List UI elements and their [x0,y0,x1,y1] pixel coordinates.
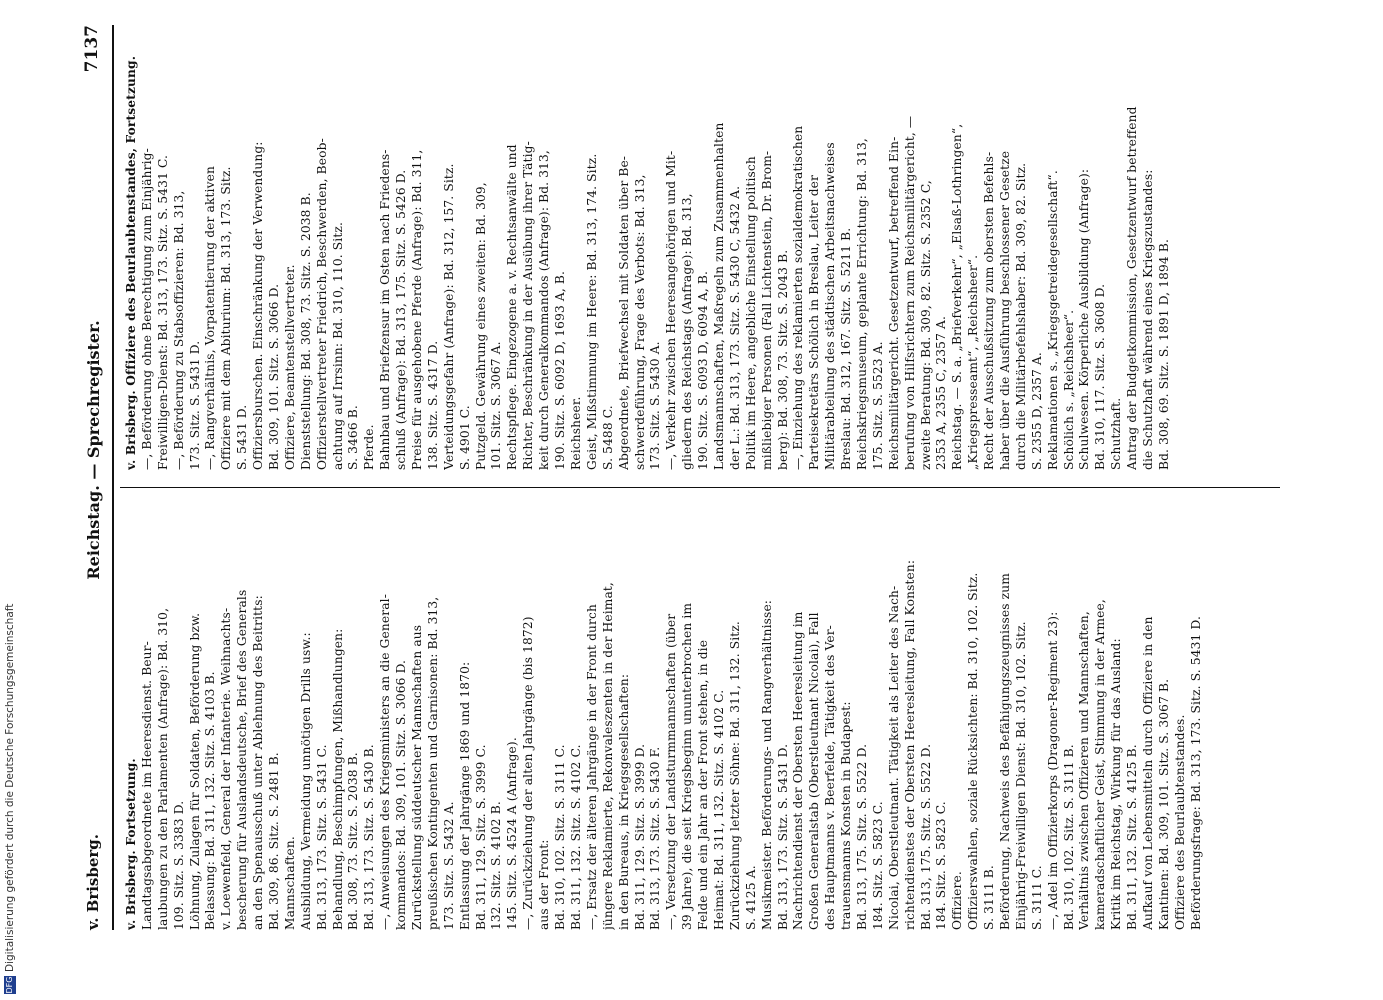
index-line: Beförderungsfrage: Bd. 313, 173. Sitz. S. 5431 D. [1188,616,1203,930]
index-line: Militärabteilung des städtischen Arbeitsnachweises [823,142,838,470]
index-line: Beförderung, Nachweis des Befähigungszeugnisses zum [997,573,1012,930]
header-title: Reichstag. — Sprechregister. [84,320,103,580]
index-line: Preise für ausgehobene Pferde (Anfrage): Bd. 311, [410,149,425,470]
index-line: Bd. 311, 132. Sitz. S. 4125 B. [1125,744,1140,930]
index-line: Nachrichtendienst der Obersten Heeresleitung im [791,611,806,930]
index-line: —, Anweisungen des Kriegsministers an die General- [378,594,393,930]
index-line: Einjährig-Freiwilligen Dienst: Bd. 310, 102. Sitz. [1013,621,1028,930]
index-line: —, Versetzung der Landsturmmannschaften (über [664,613,679,930]
index-line: Nicolai, Oberstleutnant. Tätigkeit als Leiter des Nach- [886,585,901,930]
index-line: Bd. 309, 86. Sitz. S. 2481 B. [267,752,282,930]
index-line: der L.: Bd. 313, 173. Sitz. S. 5430 C, 5432 A. [727,185,742,470]
index-line: 184. Sitz. S. 5823 C. [870,801,885,930]
index-line: Reichskriegsmuseum, geplante Errichtung: Bd. 313, [854,138,869,470]
index-line: Freiwilligen-Dienst: Bd. 313, 173. Sitz. S. 5431 C. [155,154,170,470]
index-line: S. 5431 D. [235,404,250,470]
index-line: Bd. 313, 173. Sitz. S. 5430 F. [648,746,663,930]
index-line: Entlassung der Jahrgänge 1869 und 1870: [457,661,472,930]
index-line: trauensmanns Konsten in Budapest: [839,701,854,930]
index-line: Zurückstellung süddeutscher Mannschaften aus [410,624,425,930]
index-line: Putzgeld. Gewährung eines zweiten: Bd. 309, [473,182,488,470]
index-line: S. 5488 C. [600,405,615,470]
index-line: —, Verkehr zwischen Heeresangehörigen und Mit- [664,150,679,470]
index-line: Offizierstellvertreter Friedrich, Beschwerden, Beob- [314,138,329,470]
index-line: —, Beförderung zu Stabsoffizieren: Bd. 313, [171,190,186,470]
index-line: des Hauptmanns v. Beerfelde, Tätigkeit des Ver- [823,625,838,930]
index-line: Offiziere des Beurlaubtenstandes. [1172,714,1187,930]
index-line: S. 4901 C. [457,405,472,470]
index-line: Bd. 311, 129. Sitz. S. 3999 C. [473,744,488,930]
index-line: Zurückziehung letzter Söhne: Bd. 311, 132. Sitz. [727,621,742,930]
index-line: kommandos: Bd. 309, 101. Sitz. S. 3066 D. [394,659,409,930]
index-line: Bd. 313, 173. Sitz. S. 5431 C. [314,744,329,930]
index-line: 175. Sitz. S. 5523 A. [870,341,885,470]
digitization-credit: Digitalisierung gefördert durch die Deutsche Forschungsgemeinschaft [4,603,16,972]
left-column [124,500,1205,930]
index-line: Abgeordnete, Briefwechsel mit Soldaten über Be- [616,155,631,470]
right-column [124,40,1173,470]
index-line: schluß (Anfrage): Bd. 313, 175. Sitz. S. 5426 D. [394,169,409,470]
index-line: Antrag der Budgetkommission, Gesetzentwurf betreffend [1125,106,1140,470]
index-line: Löhnung, Zulagen für Soldaten, Beförderung bzw. [187,612,202,930]
index-line: 101. Sitz. S. 3067 A. [489,341,504,470]
index-line: richtendienstes der Obersten Heeresleitung, Fall Konsten: [902,559,917,930]
index-line: Richter, Beschränkung in der Ausübung ihrer Tätig- [521,141,536,470]
index-line: die Schutzhaft während eines Kriegszustandes: [1141,169,1155,470]
running-header [76,25,110,930]
index-line: —, Beförderung ohne Berechtigung zum Einjährig- [139,148,154,470]
index-line: Großen Generalstab (Oberstleutnant Nicolai), Fall [807,612,822,930]
index-line: Bahnbau und Briefzensur im Osten nach Friedens- [378,149,393,470]
index-line: Recht der Ausschußsitzung zum obersten Befehls- [982,151,997,470]
index-line: Parteisekretärs Schölich in Breslau, Leiter der [807,174,822,470]
index-line: Kantinen: Bd. 309, 101. Sitz. S. 3067 B. [1156,678,1171,930]
column-divider [120,487,1280,488]
index-line: Reklamationen s. „Kriegsgetreidegesellschaft“. [1045,170,1060,470]
index-line: an den Spenausschuß unter Ablehnung des Beitritts: [251,595,266,930]
index-line: Bd. 309, 101. Sitz. S. 3066 D. [267,283,282,470]
index-line: 2353 A, 2355 C, 2357 A. [934,316,949,470]
index-line: berg): Bd. 308, 73. Sitz. S. 2043 B. [775,249,790,470]
index-line: in den Bureaus, in Kriegsgesellschaften: [616,673,631,930]
index-line: keit durch Generalkommandos (Anfrage): Bd. 313, [537,150,552,470]
index-line: Landsmannschaften, Maßregeln zum Zusammenhalten [711,122,726,470]
index-line: Bd. 310, 102. Sitz. S. 3111 C. [553,744,568,930]
index-line: Behandlung, Beschimpfungen, Mißhandlungen: [330,628,345,930]
header-rule [112,25,114,930]
index-line: Mannschaften. [282,836,297,930]
index-line: S. 4125 A. [743,865,758,930]
index-line: v. Brisberg. Fortsetzung. [124,758,138,930]
index-line: 39 Jahre), die seit Kriegsbeginn ununterbrochen im [680,602,695,930]
index-line: achtung auf Irrsinn: Bd. 310, 110. Sitz. [330,222,345,470]
index-line: Schutzhaft. [1109,397,1124,470]
index-line: Bd. 313, 173. Sitz. S. 5430 B. [362,744,377,930]
index-line: Heimat: Bd. 311, 132. Sitz. S. 4102 C. [711,689,726,930]
index-line: Schulwesen. Körperliche Ausbildung (Anfrage): [1077,168,1092,470]
index-line: —, Rangverhältnis, Vorpatentierung der aktiven [203,166,218,470]
index-line: Bd. 311, 132. Sitz. S. 4102 C. [568,744,583,930]
index-line: 132. Sitz. S. 4102 B. [489,801,504,930]
index-line: Bd. 308, 73. Sitz. S. 2038 B. [346,752,361,930]
index-line: bescherung für Auslandsdeutsche, Brief des Generals [235,589,250,930]
index-line: S. 3466 B. [346,405,361,470]
index-line: „Kriegspresseamt“, „Reichsheer“. [966,254,981,470]
index-line: 190. Sitz. S. 6093 D, 6094 A, B. [696,270,711,470]
index-line: Kritik im Reichstag, Wirkung für das Ausland: [1109,638,1124,930]
index-line: —, Zurückziehung der alten Jahrgänge (bis 1872) [521,616,536,930]
index-line: —, Ersatz der älteren Jahrgänge in der Front durch [584,604,599,930]
index-line: haber über die Ausführung beschlossener Gesetze [997,150,1012,470]
index-line: v. Brisberg. Offiziere des Beurlaubtenstandes, Fortsetzung. [124,55,138,470]
index-line: Bd. 313, 173. Sitz. S. 5431 D. [775,743,790,930]
index-line: schwerdeführung, Frage des Verbots: Bd. 313, [632,174,647,470]
index-line: Politik im Heere, angebliche Einstellung politisch [743,156,758,470]
index-line: Bd. 308, 69. Sitz. S. 1891 D, 1894 B. [1156,239,1171,470]
header-left-keyword: v. Brisberg. [84,833,102,930]
index-line: 173. Sitz. S. 5432 A. [441,801,456,930]
index-line: laubungen zu den Parlamenten (Anfrage): Bd. 310, [155,607,170,930]
page-number: 7137 [82,25,102,73]
index-line: 145. Sitz. S. 4524 A (Anfrage). [505,737,520,930]
index-line: Bd. 311, 129. Sitz. S. 3999 D. [632,743,647,930]
index-line: 138. Sitz. S. 4317 D. [425,340,440,470]
index-line: Offiziere. [950,871,965,930]
index-line: aus der Front: [537,839,552,930]
index-line: Bd. 313, 175. Sitz. S. 5522 D. [854,743,869,930]
index-line: 173. Sitz. S. 5431 D. [187,340,202,470]
index-line: Offizierswahlen, soziale Rücksichten: Bd. 310, 102. Sitz. [966,572,981,930]
index-line: Bd. 310, 102. Sitz. S. 3111 B. [1061,744,1076,930]
index-line: Landtagsabgeordnete im Heeresdienst. Beur- [139,641,154,930]
rotated-page-content [76,0,1306,1000]
index-line: Bd. 310, 117. Sitz. S. 3608 D. [1093,283,1108,470]
index-line: —, Einziehung des reklamierten sozialdemokratischen [791,125,806,470]
index-line: S. 3111 B. [982,865,997,930]
index-line: durch die Militärbefehlshaber: Bd. 309, 82. Sitz. [1013,162,1028,470]
index-line: Reichstag. — S. a. „Briefverkehr“, „Elsaß-Lothringen“, [950,123,965,470]
index-line: zweite Beratung: Bd. 309, 82. Sitz. S. 2352 C, [918,180,933,470]
index-line: —, Adel im Offizierkorps (Dragoner-Regiment 23): [1045,611,1060,930]
index-line: Verhältnis zwischen Offizieren und Mannschaften, [1077,611,1092,930]
index-line: Pferde. [362,424,377,470]
dfg-logo: DFG [5,976,14,994]
index-line: Reichsheer. [568,396,583,470]
digitization-note [2,0,22,1000]
index-line: 173. Sitz. S. 5430 A. [648,341,663,470]
index-line: Bd. 313, 175. Sitz. S. 5522 D. [918,743,933,930]
index-line: berufung von Hilfsrichtern zum Reichsmilitärgericht, — [902,115,917,470]
index-line: Geist, Mißstimmung im Heere: Bd. 313, 174. Sitz. [584,153,599,470]
index-line: 190. Sitz. S. 6092 D, 1693 A, B. [553,270,568,470]
index-line: Schölich s. „Reichsheer“. [1061,309,1076,470]
index-line: 184. Sitz. S. 5823 C. [934,801,949,930]
index-line: Offiziere, Beamtenstellvertreter. [282,264,297,470]
index-line: Felde und ein Jahr an der Front stehen, in die [696,639,711,930]
index-line: preußischen Kontingenten und Garnisonen: Bd. 313, [425,596,440,930]
index-line: Breslau: Bd. 312, 167. Sitz. S. 5211 B. [839,227,854,470]
index-line: Ausbildung, Vermeidung unnötigen Drills usw.: [298,632,313,930]
index-line: Reichsmilitärgericht. Gesetzentwurf, betreffend Ein- [886,136,901,470]
index-line: Offiziere mit dem Abiturium: Bd. 313, 173. Sitz. [219,166,234,470]
index-line: Musikmeister. Beförderungs- und Rangverhältnisse: [759,599,774,930]
index-line: Rechtspflege. Eingezogene a. v. Rechtsanwälte und [505,144,520,470]
index-line: jüngere Reklamierte, Rekonvaleszenten in der Heimat, [600,582,615,930]
index-line: 109. Sitz. S. 3383 D. [171,800,186,930]
index-line: S. 2355 D, 2357 A. [1029,352,1044,470]
index-line: Offiziersburschen. Einschränkung der Verwendung: [251,141,266,470]
index-line: gliedern des Reichstags (Anfrage): Bd. 313, [680,193,695,470]
index-line: Belassung: Bd. 311, 132. Sitz. S. 4103 B. [203,671,218,930]
index-line: S. 3111 C. [1029,865,1044,930]
index-line: v. Loewenfeld, General der Infanterie. Weihnachts- [219,607,234,930]
index-line: mißliebiger Personen (Fall Lichtenstein, Dr. Brom- [759,150,774,470]
index-line: Verteidungsgefahr (Anfrage): Bd. 312, 157. Sitz. [441,163,456,470]
index-line: Aufkauf von Lebensmitteln durch Offiziere in den [1141,616,1155,930]
index-line: kameradschaftlicher Geist, Stimmung in der Armee, [1093,599,1108,930]
index-line: Dienststellung: Bd. 308, 73. Sitz. S. 2038 B. [298,192,313,470]
